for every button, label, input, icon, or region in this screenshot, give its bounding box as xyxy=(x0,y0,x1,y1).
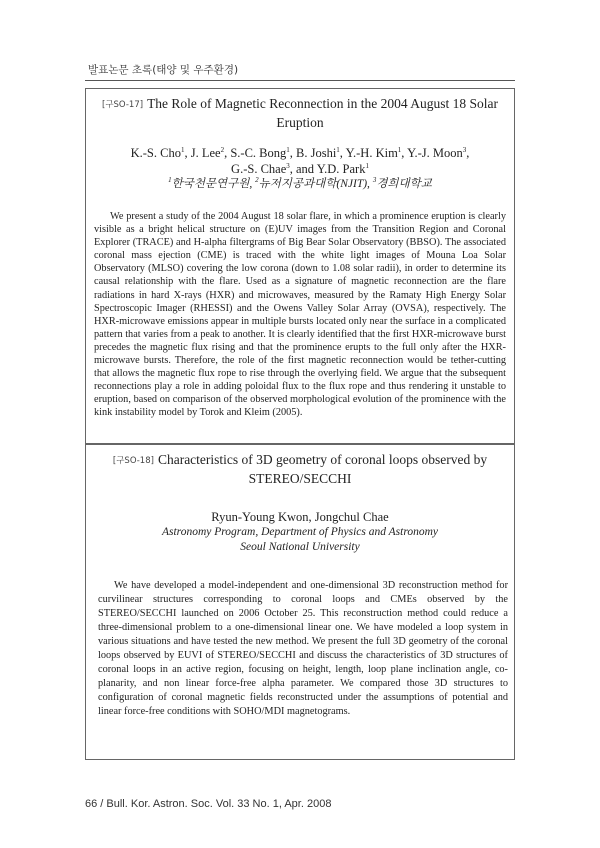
abstract-2-affiliation-2: Seoul National University xyxy=(240,541,360,553)
abstract-2-code: [구SO-18] xyxy=(112,456,154,466)
author-name: , and Y.D. Park xyxy=(289,162,366,176)
author-affil-mark: 1 xyxy=(365,161,369,170)
author-name: , B. Joshi xyxy=(289,146,337,160)
abstract-1-title xyxy=(86,89,514,131)
affil-mark: 1 xyxy=(168,176,172,185)
affil-name: 경희대학교 xyxy=(376,178,432,190)
running-head: 발표논문 초록(태양 및 우주환경) xyxy=(88,64,239,76)
abstract-2-title-text: Characteristics of 3D geometry of coronal loops observed by STEREO/SECCHI xyxy=(157,452,488,486)
abstract-box-2 xyxy=(85,444,515,760)
author-affil-mark: 3 xyxy=(462,145,467,154)
abstract-1-title-text: The Role of Magnetic Reconnection in the 2004 August 18 Solar Eruption xyxy=(147,96,498,130)
author-affil-mark: 1 xyxy=(336,145,340,154)
abstract-1-code: [구SO-17] xyxy=(102,100,144,110)
author-affil-mark: 2 xyxy=(220,145,225,154)
abstract-2-authors: Ryun-Young Kwon, Jongchul Chae xyxy=(211,510,389,524)
author-name: , Y.-J. Moon xyxy=(401,146,463,160)
author-name: , Y.-H. Kim xyxy=(339,146,398,160)
page-footer: 66 / Bull. Kor. Astron. Soc. Vol. 33 No. 1, Apr. 2008 xyxy=(85,798,332,810)
header-rule xyxy=(85,80,515,81)
author-sep: , xyxy=(466,146,470,160)
author-affil-mark: 1 xyxy=(180,145,185,154)
author-name: , S.-C. Bong xyxy=(224,146,287,160)
abstract-2-affiliation-1: Astronomy Program, Department of Physics and Astronomy xyxy=(161,526,439,538)
author-name: K.-S. Cho xyxy=(130,146,181,160)
abstract-1-authors xyxy=(96,145,504,177)
author-affil-mark: 3 xyxy=(286,161,290,170)
affil-name: 뉴저지공과대학(NJIT), xyxy=(258,178,373,190)
author-affil-mark: 1 xyxy=(397,145,402,154)
abstract-1-body: We present a study of the 2004 August 18 solar flare, in which a prominence eruption is clearly visible as a bright helical structure on (E)UV images from the Transition Region and Coronal Explorer (TRACE) and H-alpha filtergrams of Big Bear Solar Observatory (BBSO). The associated coronal mass ejection (CME) is traced with the white light images of Mouna Loa Solar Observatory (MLSO) covering the low corona (down to 1.08 solar radii), in order to determine its causal relationship with the flare. Used as a signature of magnetic reconnection are the flare radiations in hard X-rays (HXR) and microwaves, measured by the Ramaty High Energy Solar Spectroscopic Imager (RHESSI) and the Owens Valley Solar Array (OVSA), respectively. The HXR-microwave emissions appear in multiple bursts located only near the surface in a complicated pattern that varies from a peak to another. It is clearly identified that the first HXR-microwave burst precedes the magnetic flux rising and that the prominence erupts to the full only after the HXR-microwave bursts. Therefore, the role of the first magnetic reconnection would be tether-cutting that allows the magnetic flux rope to rise through the overlying field. We argue that the subsequent reconnections play a role in adding poloidal flux to the flux rope and thus rendering it unstable to eruption, based on comparison of the observed morphological evolution of the prominence with the kink instability model by Torok and Kleim (2005). xyxy=(94,211,506,419)
affil-name: 한국천문연구원, xyxy=(171,178,256,190)
author-name: G.-S. Chae xyxy=(231,162,287,176)
author-name: , J. Lee xyxy=(184,146,221,160)
abstract-box-1 xyxy=(85,88,515,444)
affil-mark: 3 xyxy=(372,176,377,185)
author-affil-mark: 1 xyxy=(286,145,290,154)
abstract-1-affiliations xyxy=(96,177,504,192)
affil-mark: 2 xyxy=(255,176,259,185)
abstract-2-body: We have developed a model-independent and one-dimensional 3D reconstruction method for curvilinear structures corresponding to coronal loops and CMEs observed by the STEREO/SECCHI launched on 2006 October 25. This reconstruction method could reduce a three-dimensional problem to a one-dimensional linear one. We have modeled a loop system in various situations and have tested the new method. We present the full 3D geometry of the coronal loops observed by EUVI of STEREO/SECCHI and discuss the characteristics of 3D structures of coronal loops in an active region, focusing on height, length, loop plane inclination angle, co-planarity, and non linear force-free alpha parameter. We compared those 3D structures to configuration of coronal magnetic fields reconstructed under the assumptions of potential and linear force-free conditions with SOHO/MDI magnetograms. xyxy=(98,580,508,717)
abstract-2-title xyxy=(86,445,514,487)
